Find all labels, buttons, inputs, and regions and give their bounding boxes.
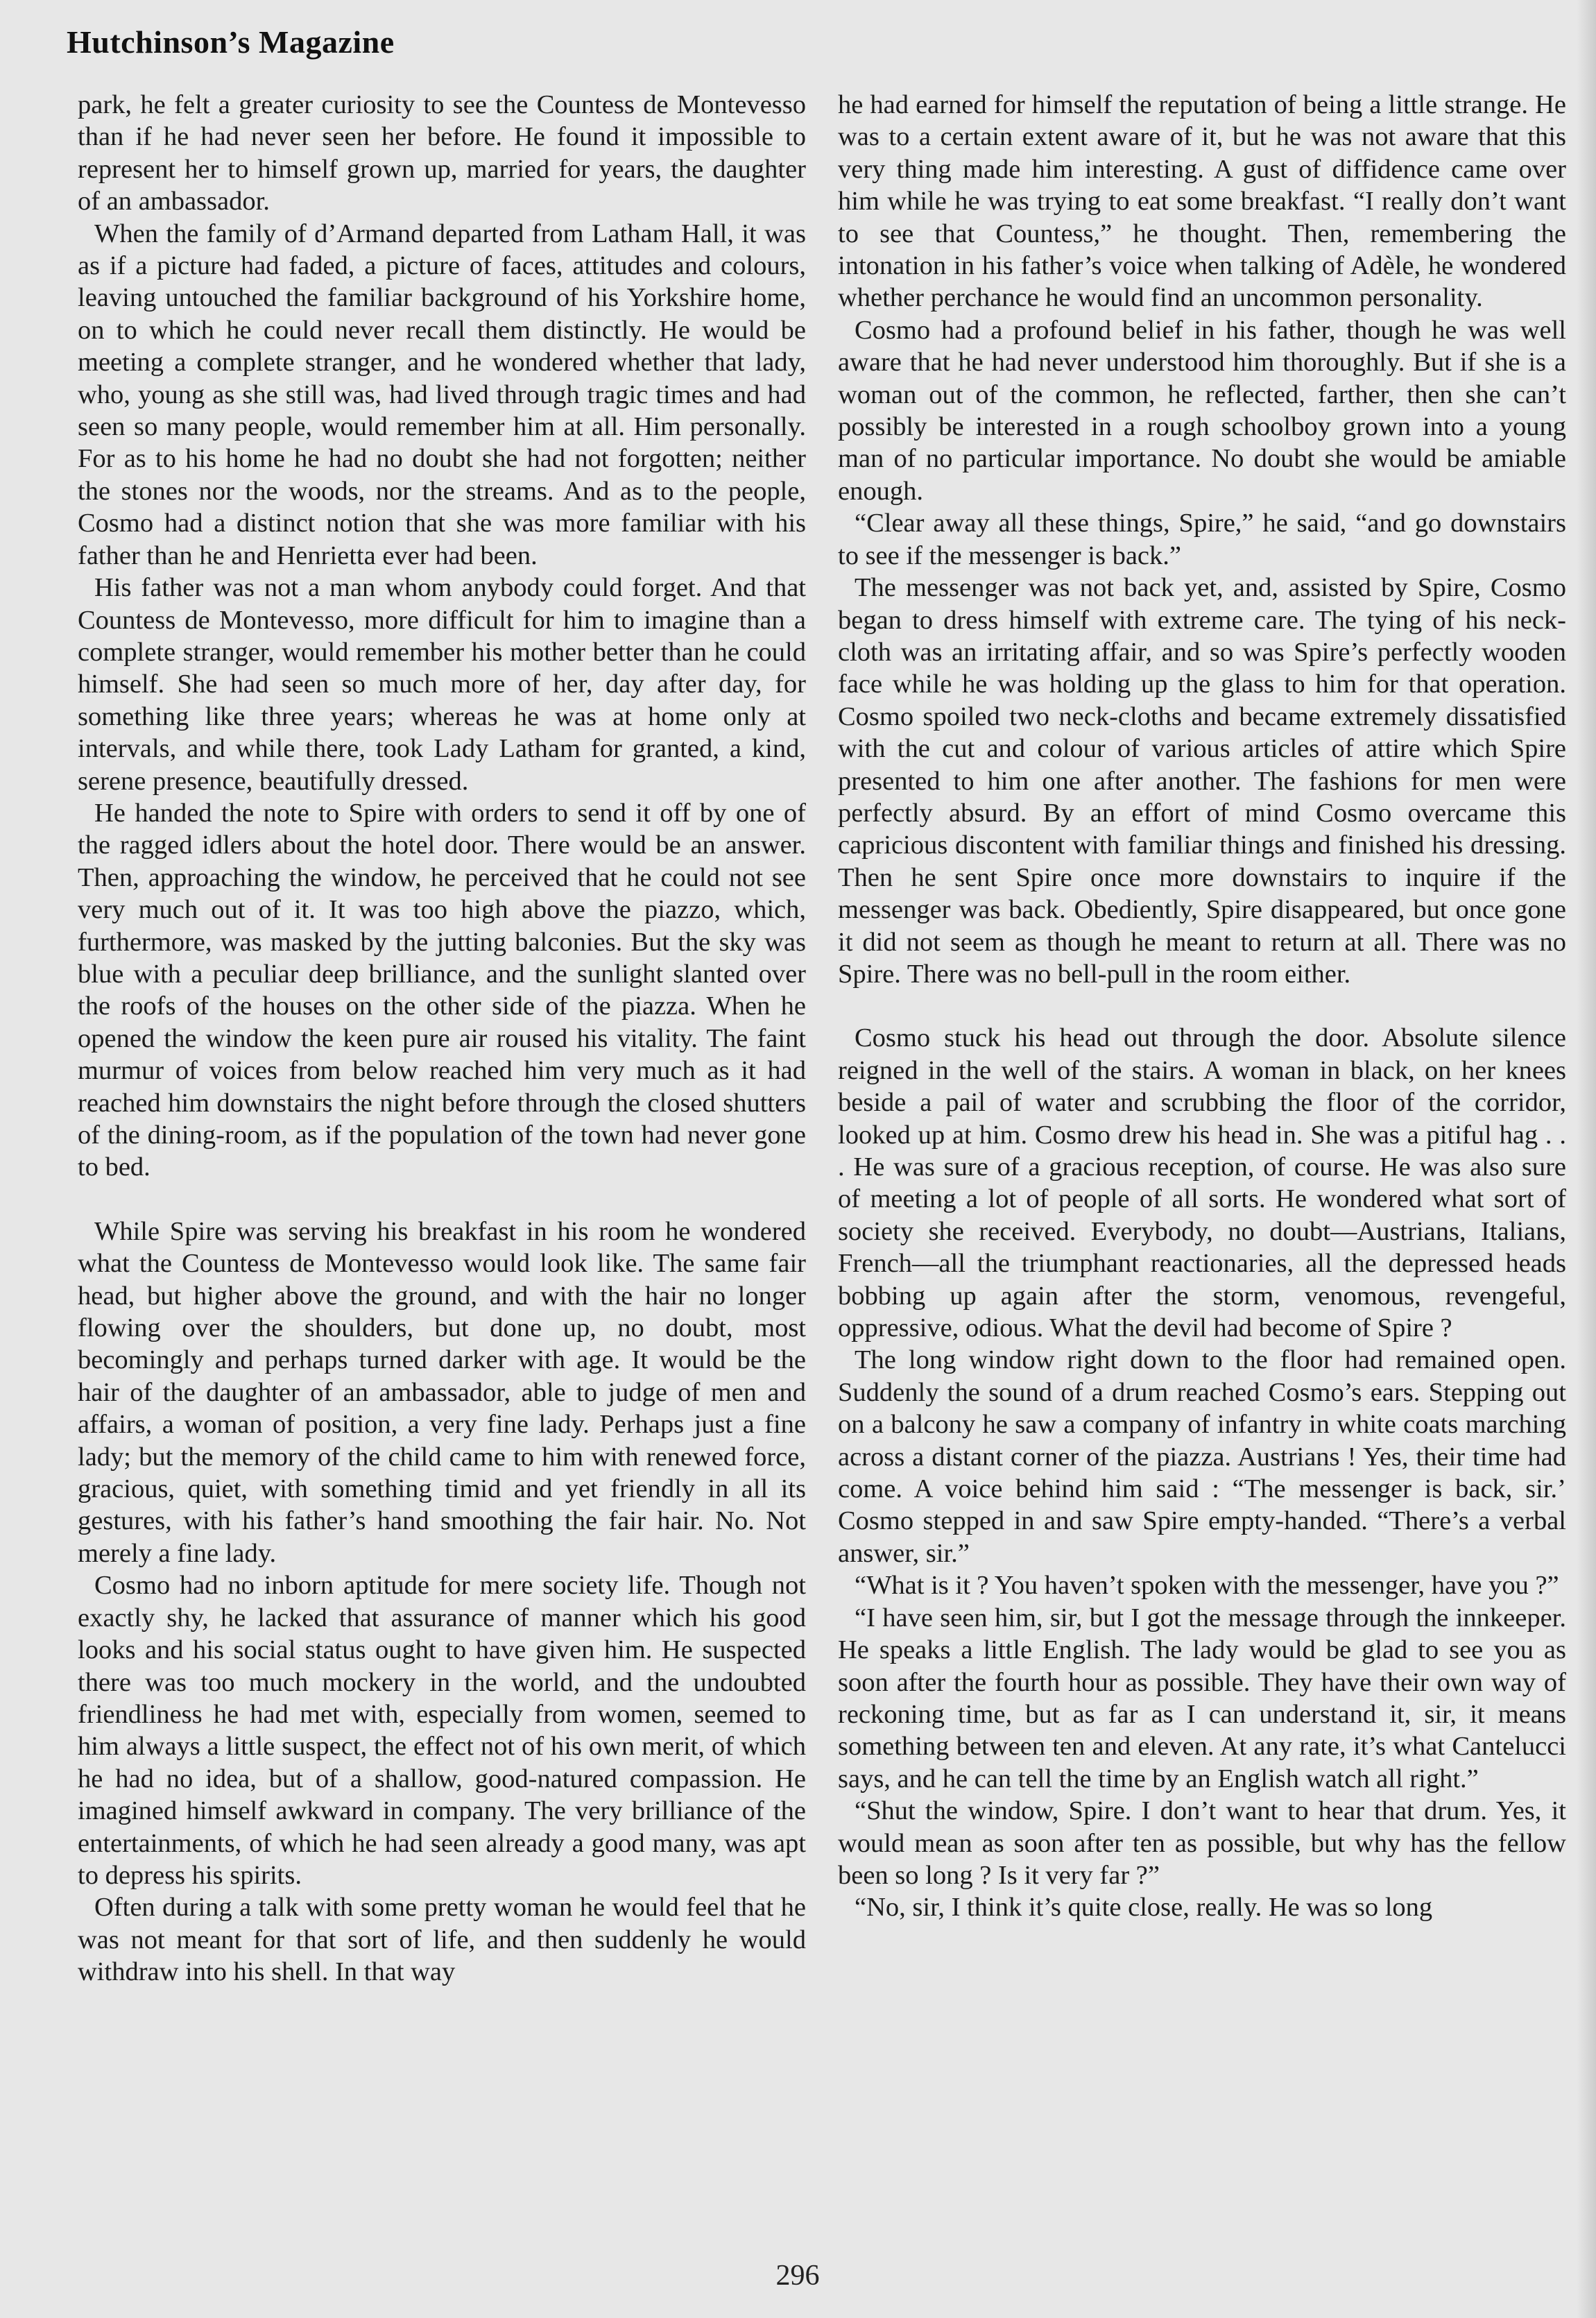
paragraph: When the family of d’Armand departed from Latham Hall, it was as if a picture had faded, a picture of faces, attitudes and colours, leaving untouched the familiar background of his Yorkshire home, on to which he could never recall them distinctly. He would be meeting a complete stranger, and he wondered whether that lady, who, young as she still was, had lived through tragic times and had seen so many people, would remember him at all. Him personally. For as to his home he had no doubt she had not forgotten; neither the stones nor the woods, nor the streams. And as to the people, Cosmo had a distinct notion that she was more familiar with his father than he and Henrietta ever had been.: [78, 219, 806, 570]
paragraph: While Spire was serving his breakfast in his room he wondered what the Countess de Montevesso would look like. The same fair head, but higher above the ground, and with the hair no longer flowing over the shoulders, but done up, no doubt, most becomingly and perhaps turned darker with age. It would be the hair of the daughter of an ambassador, able to judge of men and affairs, a woman of position, a very fine lady. Perhaps just a fine lady; but the memory of the child came to him with renewed force, gracious, quiet, with something timid and yet friendly in all its gestures, with his father’s hand smoothing the fair hair. No. Not merely a fine lady.: [78, 1216, 806, 1568]
paragraph: he had earned for himself the reputation of being a little strange. He was to a certain extent aware of it, but he was not aware that this very thing made him interesting. A gust of diffidence came over him while he was trying to eat some breakfast. “I really don’t want to see that Countess,” he thought. Then, remembering the intonation in his father’s voice when talking of Adèle, he wondered whether perchance he would find an uncommon personality.: [838, 90, 1566, 313]
section-break: [78, 1184, 806, 1216]
paragraph: He handed the note to Spire with orders to send it off by one of the ragged idlers about the hotel door. There would be an answer. Then, approaching the window, he perceived that he could not see very much out of it. It was too high above the piazzo, which, furthermore, was masked by the jutting balconies. But the sky was blue with a peculiar deep brilliance, and the sunlight slanted over the roofs of the houses on the other side of the piazza. When he opened the window the keen pure air roused his vitality. The faint murmur of voices from below reached him very much as it had reached him downstairs the night before through the closed shutters of the dining-room, as if the population of the town had never gone to bed.: [78, 798, 806, 1182]
running-head: Hutchinson’s Magazine: [67, 24, 395, 60]
paragraph: “Shut the window, Spire. I don’t want to hear that drum. Yes, it would mean as soon after ten as possible, but why has the fellow been so long ? Is it very far ?”: [838, 1796, 1566, 1890]
page-edge-shadow: [1577, 0, 1596, 2318]
section-break: [838, 990, 1566, 1022]
left-column: [78, 89, 806, 1988]
paragraph: “I have seen him, sir, but I got the message through the innkeeper. He speaks a little English. The lady would be glad to see you as soon after the fourth hour as possible. They have their own way of reckoning time, but as far as I can understand it, sir, it means something between ten and eleven. At any rate, it’s what Cantelucci says, and he can tell the time by an English watch all right.”: [838, 1603, 1566, 1793]
paragraph: park, he felt a greater curiosity to see the Countess de Montevesso than if he had never seen her before. He found it impossible to represent her to himself grown up, married for years, the daughter of an ambassador.: [78, 90, 806, 216]
paragraph: “No, sir, I think it’s quite close, really. He was so long: [855, 1893, 1433, 1923]
paragraph: The long window right down to the floor had remained open. Suddenly the sound of a drum reached Cosmo’s ears. Stepping out on a balcony he saw a company of infantry in white coats marching across a distant corner of the piazza. Austrians ! Yes, their time had come. A voice behind him said : “The messenger is back, sir.’ Cosmo stepped in and saw Spire empty-handed. “There’s a verbal answer, sir.”: [838, 1345, 1566, 1568]
paragraph: “What is it ? You haven’t spoken with the messenger, have you ?”: [855, 1571, 1559, 1601]
paragraph: Cosmo had a profound belief in his father, though he was well aware that he had never understood him thoroughly. But if she is a woman out of the common, he reflected, farther, then she can’t possibly be interested in a rough schoolboy grown into a young man of no particular importance. No doubt she would be amiable enough.: [838, 315, 1566, 506]
paragraph: The messenger was not back yet, and, assisted by Spire, Cosmo began to dress himself with extreme care. The tying of his neck-cloth was an irritating affair, and so was Spire’s perfectly wooden face while he was holding up the glass to him for that operation. Cosmo spoiled two neck-cloths and became extremely dissatisfied with the cut and colour of various articles of attire which Spire presented to him one after another. The fashions for men were perfectly absurd. By an effort of mind Cosmo overcame this capricious discontent with familiar things and finished his dressing. Then he sent Spire once more downstairs to inquire if the messenger was back. Obediently, Spire disappeared, but once gone it did not seem as though he meant to return at all. There was no Spire. There was no bell-pull in the room either.: [838, 573, 1566, 989]
right-column: [838, 89, 1566, 1924]
page-number: 296: [775, 2260, 820, 2292]
paragraph: Cosmo stuck his head out through the door. Absolute silence reigned in the well of the stairs. A woman in black, on her knees beside a pail of water and scrubbing the floor of the corridor, looked up at him. Cosmo drew his head in. She was a pitiful hag . . . He was sure of a gracious reception, of course. He was also sure of meeting a lot of people of all sorts. He wondered what sort of society she received. Everybody, no doubt—Austrians, Italians, French—all the triumphant reactionaries, all the depressed heads bobbing up again after the storm, venomous, revengeful, oppressive, odious. What the devil had become of Spire ?: [838, 1023, 1566, 1343]
paragraph: His father was not a man whom anybody could forget. And that Countess de Montevesso, more difficult for him to imagine than a complete stranger, would remember his mother better than he could himself. She had seen so much more of her, day after day, for something like three years; whereas he was at home only at intervals, and while there, took Lady Latham for granted, a kind, serene presence, beautifully dressed.: [78, 573, 806, 796]
paragraph: Often during a talk with some pretty woman he would feel that he was not meant for that sort of life, and then suddenly he would withdraw into his shell. In that way: [78, 1893, 806, 1987]
paragraph: “Clear away all these things, Spire,” he said, “and go downstairs to see if the messenger is back.”: [838, 509, 1566, 570]
paragraph: Cosmo had no inborn aptitude for mere society life. Though not exactly shy, he lacked that assurance of manner which his good looks and his social status ought to have given him. He suspected there was too much mockery in the world, and the undoubted friendliness he had met with, especially from women, seemed to him always a little suspect, the effect not of his own merit, of which he had no idea, but of a shallow, good-natured compassion. He imagined himself awkward in company. The very brilliance of the entertainments, of which he had seen already a good many, was apt to depress his spirits.: [78, 1571, 806, 1890]
